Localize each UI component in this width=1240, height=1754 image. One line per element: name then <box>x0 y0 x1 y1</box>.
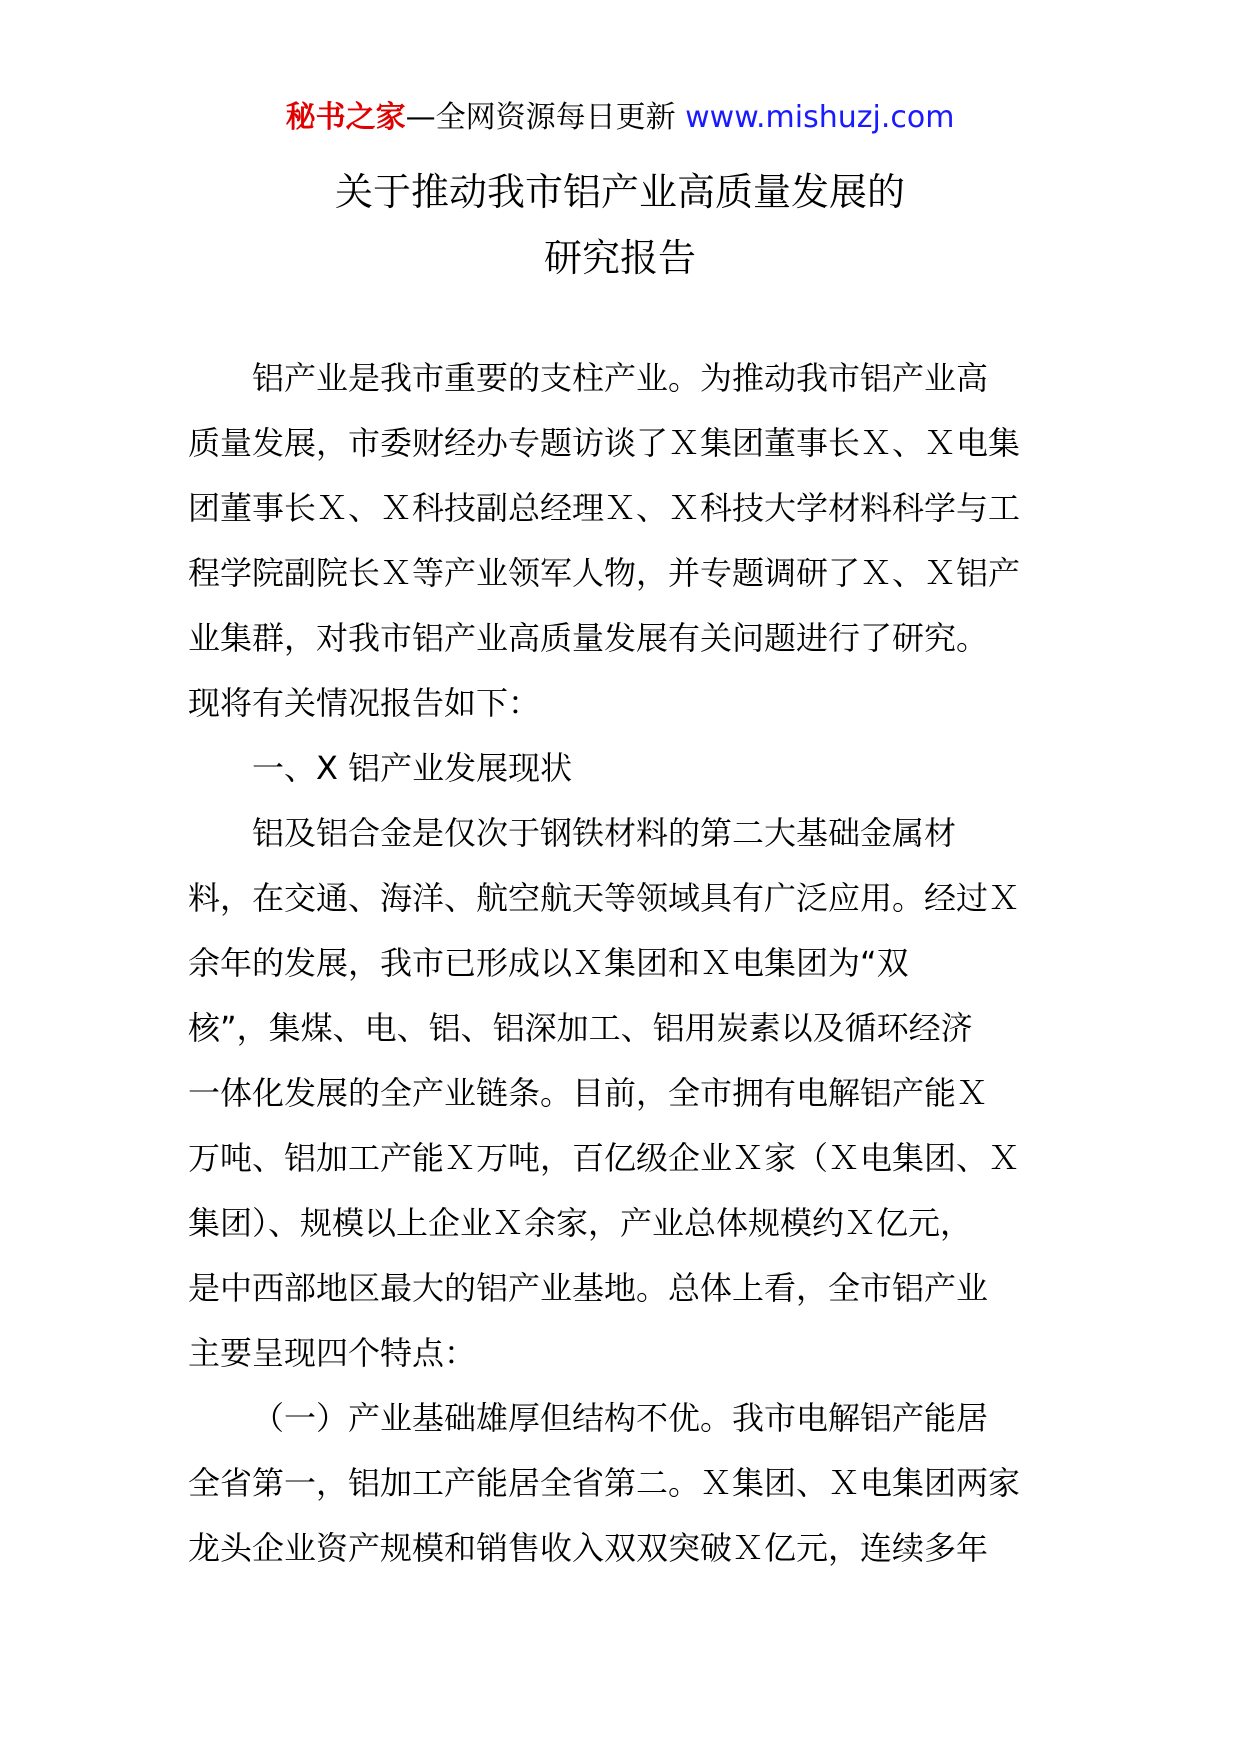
paragraph-line: 一体化发展的全产业链条。目前，全市拥有电解铝产能Ｘ <box>188 1074 989 1112</box>
paragraph-line: 料，在交通、海洋、航空航天等领域具有广泛应用。经过Ｘ <box>188 879 1021 917</box>
watermark-header <box>0 98 1240 138</box>
paragraph-line: 程学院副院长Ｘ等产业领军人物，并专题调研了Ｘ、Ｘ铝产 <box>188 554 1021 592</box>
document-title-line-2: 研究报告 <box>543 236 696 280</box>
section-heading: 一、X 铝产业发展现状 <box>252 749 573 787</box>
paragraph-line: 核”，集煤、电、铝、铝深加工、铝用炭素以及循环经济 <box>188 1009 973 1047</box>
paragraph-line: 铝产业是我市重要的支柱产业。为推动我市铝产业高 <box>252 359 989 397</box>
paragraph-line: 现将有关情况报告如下： <box>188 684 541 722</box>
paragraph-line: 万吨、铝加工产能Ｘ万吨，百亿级企业Ｘ家（Ｘ电集团、Ｘ <box>188 1139 1021 1177</box>
paragraph-line: 质量发展，市委财经办专题访谈了Ｘ集团董事长Ｘ、Ｘ电集 <box>188 424 1021 462</box>
document-title-line-1: 关于推动我市铝产业高质量发展的 <box>334 170 905 214</box>
header-url: www.mishuzj.com <box>685 100 955 135</box>
paragraph-line: 铝及铝合金是仅次于钢铁材料的第二大基础金属材 <box>252 814 957 852</box>
document-body <box>188 358 1058 1593</box>
paragraph-line: 龙头企业资产规模和销售收入双双突破Ｘ亿元，连续多年 <box>188 1529 989 1567</box>
paragraph-line: 余年的发展，我市已形成以Ｘ集团和Ｘ电集团为“双 <box>188 944 909 982</box>
paragraph-line: 全省第一，铝加工产能居全省第二。Ｘ集团、Ｘ电集团两家 <box>188 1464 1021 1502</box>
header-tagline: —全网资源每日更新 <box>405 100 686 135</box>
paragraph-line: 集团）、规模以上企业Ｘ余家，产业总体规模约Ｘ亿元， <box>188 1204 973 1242</box>
paragraph-line: 团董事长Ｘ、Ｘ科技副总经理Ｘ、Ｘ科技大学材料科学与工 <box>188 489 1021 527</box>
paragraph-line: 是中西部地区最大的铝产业基地。总体上看，全市铝产业 <box>188 1269 989 1307</box>
subsection-line: （一）产业基础雄厚但结构不优。我市电解铝产能居 <box>252 1399 989 1437</box>
brand-name: 秘书之家 <box>285 100 406 135</box>
paragraph-line: 主要呈现四个特点： <box>188 1334 477 1372</box>
paragraph-line: 业集群，对我市铝产业高质量发展有关问题进行了研究。 <box>188 619 989 657</box>
